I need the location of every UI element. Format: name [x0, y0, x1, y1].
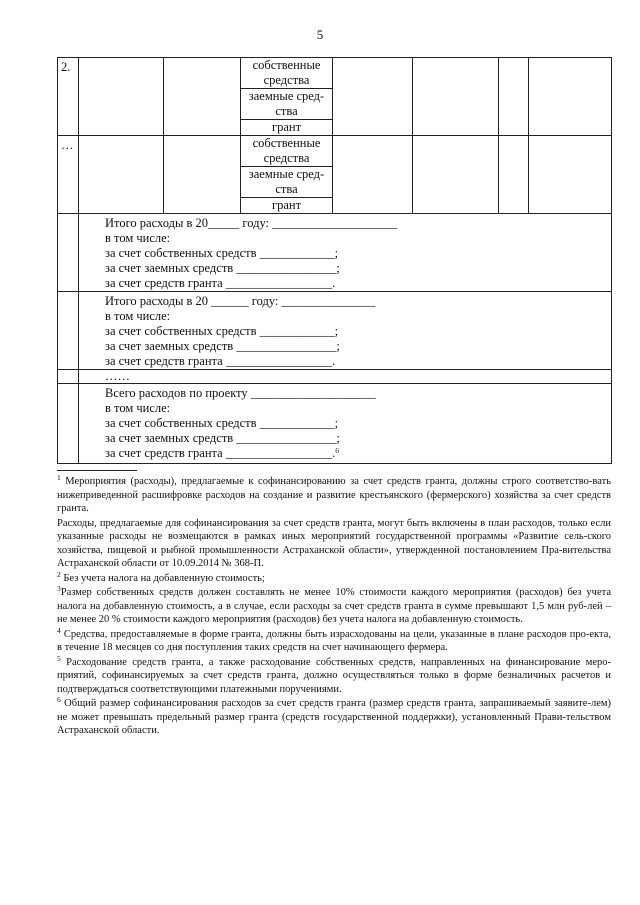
footnote: $^4$ Средства, предоставляемые в форме гранта, должны быть израсходованы на цели, указанные в плане расходов про-екта, в течение 18 месяцев со дня поступления таких средств на счет начинающего фермера.: [57, 625, 611, 653]
footnote: Расходы, предлагаемые для софинансирования за счет средств гранта, могут быть включены в план расходов, только если указанные расходы не возмещаются в рамках иных мероприятий государственной программы «Развитие сель-ского хозяйства, пищевой и рыбной промышленности Астраханской области», утвержденной постановлением Пра-вительства Астраханской области от 10.09.2014 № 368-П.: [57, 517, 611, 569]
footnote: $^6$ Общий размер софинансирования расходов за счет средств гранта (размер средств гранта, запрашиваемый заявите-лем) не может превышать предельный размер гранта (средств государственной поддержки), установленный Прави-тельством Астраханской области.: [57, 695, 611, 736]
ellipsis-row: ……: [79, 370, 612, 384]
source-own: собственные средства: [241, 136, 333, 167]
footnote-mark: 6: [335, 446, 339, 455]
footnote: $^2$ Без учета налога на добавленную стоимость;: [57, 569, 265, 584]
row-number: …: [58, 136, 79, 214]
source-grant: грант: [241, 120, 333, 136]
source-own: собственные средства: [241, 58, 333, 89]
project-total-block: Всего расходов по проекту ____________________ в том числе: за счет собственных средств ____________; за счет заемных средств ________________; за счет средств гранта _________________.$^6$: [79, 384, 612, 464]
page-number: 5: [316, 27, 324, 42]
footnote: $^1$ Мероприятия (расходы), предлагаемые к софинансированию за счет средств гранта, должны строго соответство-вать нижеприведенной расшифровке расходов на создание и развитие крестьянского (фермерского) хозяйства за счет средств гранта.: [57, 473, 611, 514]
total-year-block: Итого расходы в 20_____ году: ____________________ в том числе: за счет собственных средств ____________; за счет заемных средств ________________; за счет средств гранта _________________.: [79, 214, 612, 292]
footnote: $^3$Размер собственных средств должен составлять не менее 10% стоимости каждого мероприятия (расходов) без учета налога на добавленную стоимость, а в случае, если расходы за счет средств гранта в сумме превышают 1,5 млн руб-лей – не менее 20 % стоимости каждого мероприятия (расходов) без учета налога на добавленную стоимость.: [57, 584, 611, 625]
expense-table: [57, 57, 612, 464]
source-loan: заемные сред-ства: [241, 167, 333, 198]
row-number: 2.: [58, 58, 79, 136]
source-loan: заемные сред-ства: [241, 89, 333, 120]
source-grant: грант: [241, 198, 333, 214]
footnote-divider: [57, 470, 137, 471]
footnotes: [57, 470, 611, 739]
footnote: $^5$ Расходование средств гранта, а также расходование собственных средств, направленных на финансирование меро-приятий, софинансируемых за счет средств гранта, должно осуществляться только в форме безналичных расчетов и подтверждаться соответствующими платежными поручениями.: [57, 653, 611, 695]
total-year-block: Итого расходы в 20 ______ году: _______________ в том числе: за счет собственных средств ____________; за счет заемных средств ________________; за счет средств гранта _________________.: [79, 292, 612, 370]
